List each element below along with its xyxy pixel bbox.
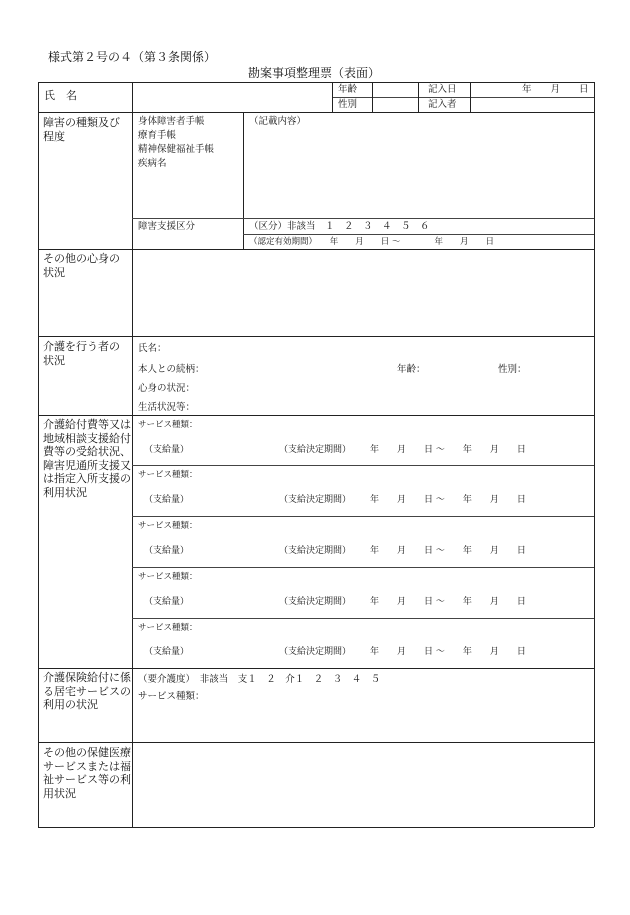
form-number: 様式第２号の４（第３条関係） bbox=[48, 50, 217, 64]
name-label: 氏 名 bbox=[44, 89, 77, 102]
period-value: 年 月 日 〜 年 月 日 bbox=[370, 495, 526, 505]
entry-date-value: 年 月 日 bbox=[522, 84, 589, 95]
handbook-rehab: 療育手帳 bbox=[138, 130, 177, 141]
insurance-label: 介護保険給付に係る居宅サービスの利用の状況 bbox=[43, 671, 131, 711]
sex-label: 性別 bbox=[338, 99, 358, 110]
service-type-label: サービス種類： bbox=[138, 470, 198, 480]
entry-date-label: 記入日 bbox=[428, 84, 457, 95]
content-label: （記載内容） bbox=[249, 116, 307, 127]
service-type-label: サービス種類： bbox=[138, 420, 198, 430]
period-label: （支給決定期間） bbox=[279, 495, 352, 505]
period-label: （支給決定期間） bbox=[279, 647, 352, 657]
caregiver-name: 氏名： bbox=[138, 343, 167, 354]
amount-label: （支給量） bbox=[144, 495, 190, 505]
caregiver-age: 年齢： bbox=[397, 364, 426, 375]
period-value: 年 月 日 〜 年 月 日 bbox=[370, 647, 526, 657]
service-type-label: サービス種類： bbox=[138, 521, 198, 531]
amount-label: （支給量） bbox=[144, 597, 190, 607]
caregiver-sex: 性別： bbox=[498, 364, 527, 375]
writer-label: 記入者 bbox=[428, 99, 457, 110]
handbook-mental: 精神保健福祉手帳 bbox=[138, 144, 215, 155]
period-label: （支給決定期間） bbox=[279, 597, 352, 607]
caregiver-living: 生活状況等： bbox=[138, 402, 196, 413]
care-level: （要介護度） 非該当 支１ ２ 介１ ２ ３ ４ ５ bbox=[138, 674, 381, 685]
disability-label: 障害の種類及び程度 bbox=[43, 116, 120, 143]
support-class-label: 障害支援区分 bbox=[138, 221, 196, 232]
disease-name: 疾病名 bbox=[138, 158, 167, 169]
valid-period: （認定有効期間） 年 月 日 〜 年 月 日 bbox=[249, 237, 494, 247]
period-label: （支給決定期間） bbox=[279, 546, 352, 556]
caregiver-label: 介護を行う者の状況 bbox=[43, 340, 120, 367]
other-state-label: その他の心身の状況 bbox=[43, 252, 120, 279]
period-label: （支給決定期間） bbox=[279, 445, 352, 455]
caregiver-health: 心身の状況： bbox=[138, 383, 196, 394]
age-label: 年齢 bbox=[338, 84, 358, 95]
support-class-values: （区分）非該当 １ ２ ３ ４ ５ ６ bbox=[249, 221, 430, 232]
period-value: 年 月 日 〜 年 月 日 bbox=[370, 445, 526, 455]
amount-label: （支給量） bbox=[144, 445, 190, 455]
amount-label: （支給量） bbox=[144, 647, 190, 657]
form-title: 勘案事項整理票（表面） bbox=[248, 66, 381, 80]
other-services-label: その他の保健医療サービスまたは福祉サービス等の利用状況 bbox=[43, 746, 131, 800]
amount-label: （支給量） bbox=[144, 546, 190, 556]
service-type-label: サービス種類： bbox=[138, 572, 198, 582]
period-value: 年 月 日 〜 年 月 日 bbox=[370, 546, 526, 556]
caregiver-relation: 本人との続柄： bbox=[138, 364, 205, 375]
service-type-label: サービス種類： bbox=[138, 623, 198, 633]
handbook-physical: 身体障害者手帳 bbox=[138, 116, 205, 127]
period-value: 年 月 日 〜 年 月 日 bbox=[370, 597, 526, 607]
insurance-service-label: サービス種類： bbox=[138, 691, 205, 702]
benefits-label: 介護給付費等又は地域相談支援給付費等の受給状況、障害児通所支援又は指定入所支援の利用状況 bbox=[43, 418, 131, 499]
